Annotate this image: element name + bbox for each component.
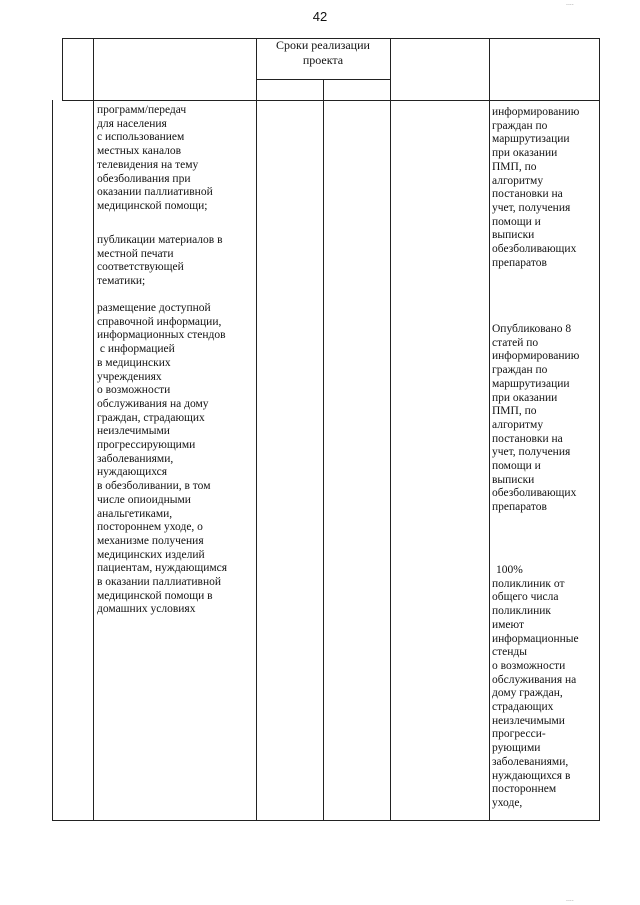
- text-line: препаратов: [492, 501, 547, 514]
- text-line: местных каналов: [97, 145, 182, 158]
- text-line: нуждающихся: [97, 466, 168, 479]
- text-line: анальгетиками,: [97, 507, 173, 520]
- text-line: помощи и: [492, 460, 541, 473]
- left-paragraph-1: [97, 104, 252, 214]
- text-line: алгоритму: [492, 174, 544, 187]
- text-line: маршрутизации: [492, 377, 570, 390]
- text-line: выписки: [492, 229, 535, 242]
- text-line: обезболивания при: [97, 172, 191, 185]
- text-line: Опубликовано 8: [492, 323, 572, 335]
- right-paragraph-2: [492, 323, 598, 515]
- header-bottom-border: [62, 100, 600, 101]
- text-line: публикации материалов в: [97, 234, 223, 246]
- text-line: ПМП, по: [492, 160, 537, 173]
- col-border-1-body: [52, 100, 53, 821]
- table-bottom-border: [52, 820, 600, 821]
- text-line: постороннем уходе, о: [97, 521, 203, 534]
- col-border-4: [323, 79, 324, 821]
- text-line: информационные: [492, 632, 579, 645]
- text-line: телевидения на тему: [97, 158, 199, 171]
- text-line: алгоритму: [492, 418, 544, 431]
- text-line: соответствующей: [97, 261, 184, 274]
- text-line: информированию: [492, 350, 580, 363]
- text-line: учет, получения: [492, 446, 571, 459]
- col-border-2: [93, 38, 94, 821]
- text-line: при оказании: [492, 147, 558, 160]
- text-line: граждан, страдающих: [97, 411, 205, 424]
- text-line: стенды: [492, 646, 527, 659]
- col-border-6: [489, 38, 490, 821]
- text-line: постановки на: [492, 432, 563, 445]
- text-line: общего числа: [492, 591, 559, 604]
- text-line: медицинской помощи;: [97, 199, 208, 212]
- text-line: заболеваниями,: [492, 755, 569, 768]
- text-line: ПМП, по: [492, 405, 537, 418]
- text-line: выписки: [492, 473, 535, 486]
- text-line: информационных стендов: [97, 329, 226, 342]
- text-line: справочной информации,: [97, 315, 222, 328]
- text-line: дому граждан,: [492, 687, 563, 700]
- right-paragraph-3: [492, 564, 598, 811]
- text-line: граждан по: [492, 364, 548, 377]
- text-line: с использованием: [97, 131, 185, 144]
- text-line: информированию: [492, 106, 580, 118]
- text-line: обезболивающих: [492, 243, 577, 256]
- text-line: о возможности: [492, 659, 566, 672]
- text-line: с информацией: [97, 343, 175, 356]
- text-line: прогресси-: [492, 728, 546, 741]
- text-line: для населения: [97, 117, 167, 130]
- text-line: медицинских изделий: [97, 548, 205, 561]
- text-line: поликлиник от: [492, 577, 565, 590]
- scan-mark-bottom: ....: [566, 896, 574, 903]
- left-paragraph-3: [97, 302, 252, 617]
- text-line: заболеваниями,: [97, 452, 174, 465]
- text-line: в оказании паллиативной: [97, 576, 222, 589]
- text-line: о возможности: [97, 384, 171, 397]
- text-line: обезболивающих: [492, 487, 577, 500]
- text-line: в обезболивании, в том: [97, 480, 211, 493]
- text-line: нуждающихся в: [492, 769, 571, 782]
- text-line: местной печати: [97, 247, 174, 260]
- col-border-3: [256, 38, 257, 821]
- text-line: прогрессирующими: [97, 439, 196, 452]
- text-line: программ/передач: [97, 104, 187, 116]
- text-line: постороннем: [492, 783, 557, 796]
- text-line: рующими: [492, 742, 541, 755]
- text-line: маршрутизации: [492, 133, 570, 146]
- text-line: учреждениях: [97, 370, 162, 383]
- timeline-header: Сроки реализации проекта: [276, 38, 370, 67]
- right-paragraph-1: [492, 106, 598, 270]
- text-line: в медицинских: [97, 356, 171, 369]
- text-line: имеют: [492, 618, 525, 631]
- text-line: числе опиоидными: [97, 493, 191, 506]
- text-line: граждан по: [492, 119, 548, 132]
- text-line: неизлечимыми: [97, 425, 170, 438]
- text-line: 100%: [496, 564, 523, 576]
- text-line: постановки на: [492, 188, 563, 201]
- text-line: механизме получения: [97, 534, 204, 547]
- text-line: неизлечимыми: [492, 714, 565, 727]
- col-border-5: [390, 38, 391, 821]
- text-line: обслуживания на: [492, 673, 577, 686]
- text-line: учет, получения: [492, 201, 571, 214]
- left-paragraph-2: [97, 234, 252, 289]
- text-line: поликлиник: [492, 605, 552, 618]
- text-line: статей по: [492, 336, 539, 349]
- text-line: уходе,: [492, 796, 523, 809]
- col-border-7: [599, 38, 600, 821]
- col-border-1-header: [62, 38, 63, 100]
- text-line: пациентам, нуждающимся: [97, 562, 228, 575]
- text-line: обслуживания на дому: [97, 397, 209, 410]
- text-line: препаратов: [492, 256, 547, 269]
- text-line: тематики;: [97, 275, 146, 288]
- text-line: страдающих: [492, 701, 554, 714]
- text-line: домашних условиях: [97, 603, 196, 616]
- page-number: 42: [312, 9, 328, 24]
- text-line: оказании паллиативной: [97, 186, 213, 199]
- text-line: размещение доступной: [97, 302, 211, 314]
- text-line: помощи и: [492, 215, 541, 228]
- scan-mark-top: ....: [566, 0, 574, 7]
- text-line: при оказании: [492, 391, 558, 404]
- text-line: медицинской помощи в: [97, 589, 213, 602]
